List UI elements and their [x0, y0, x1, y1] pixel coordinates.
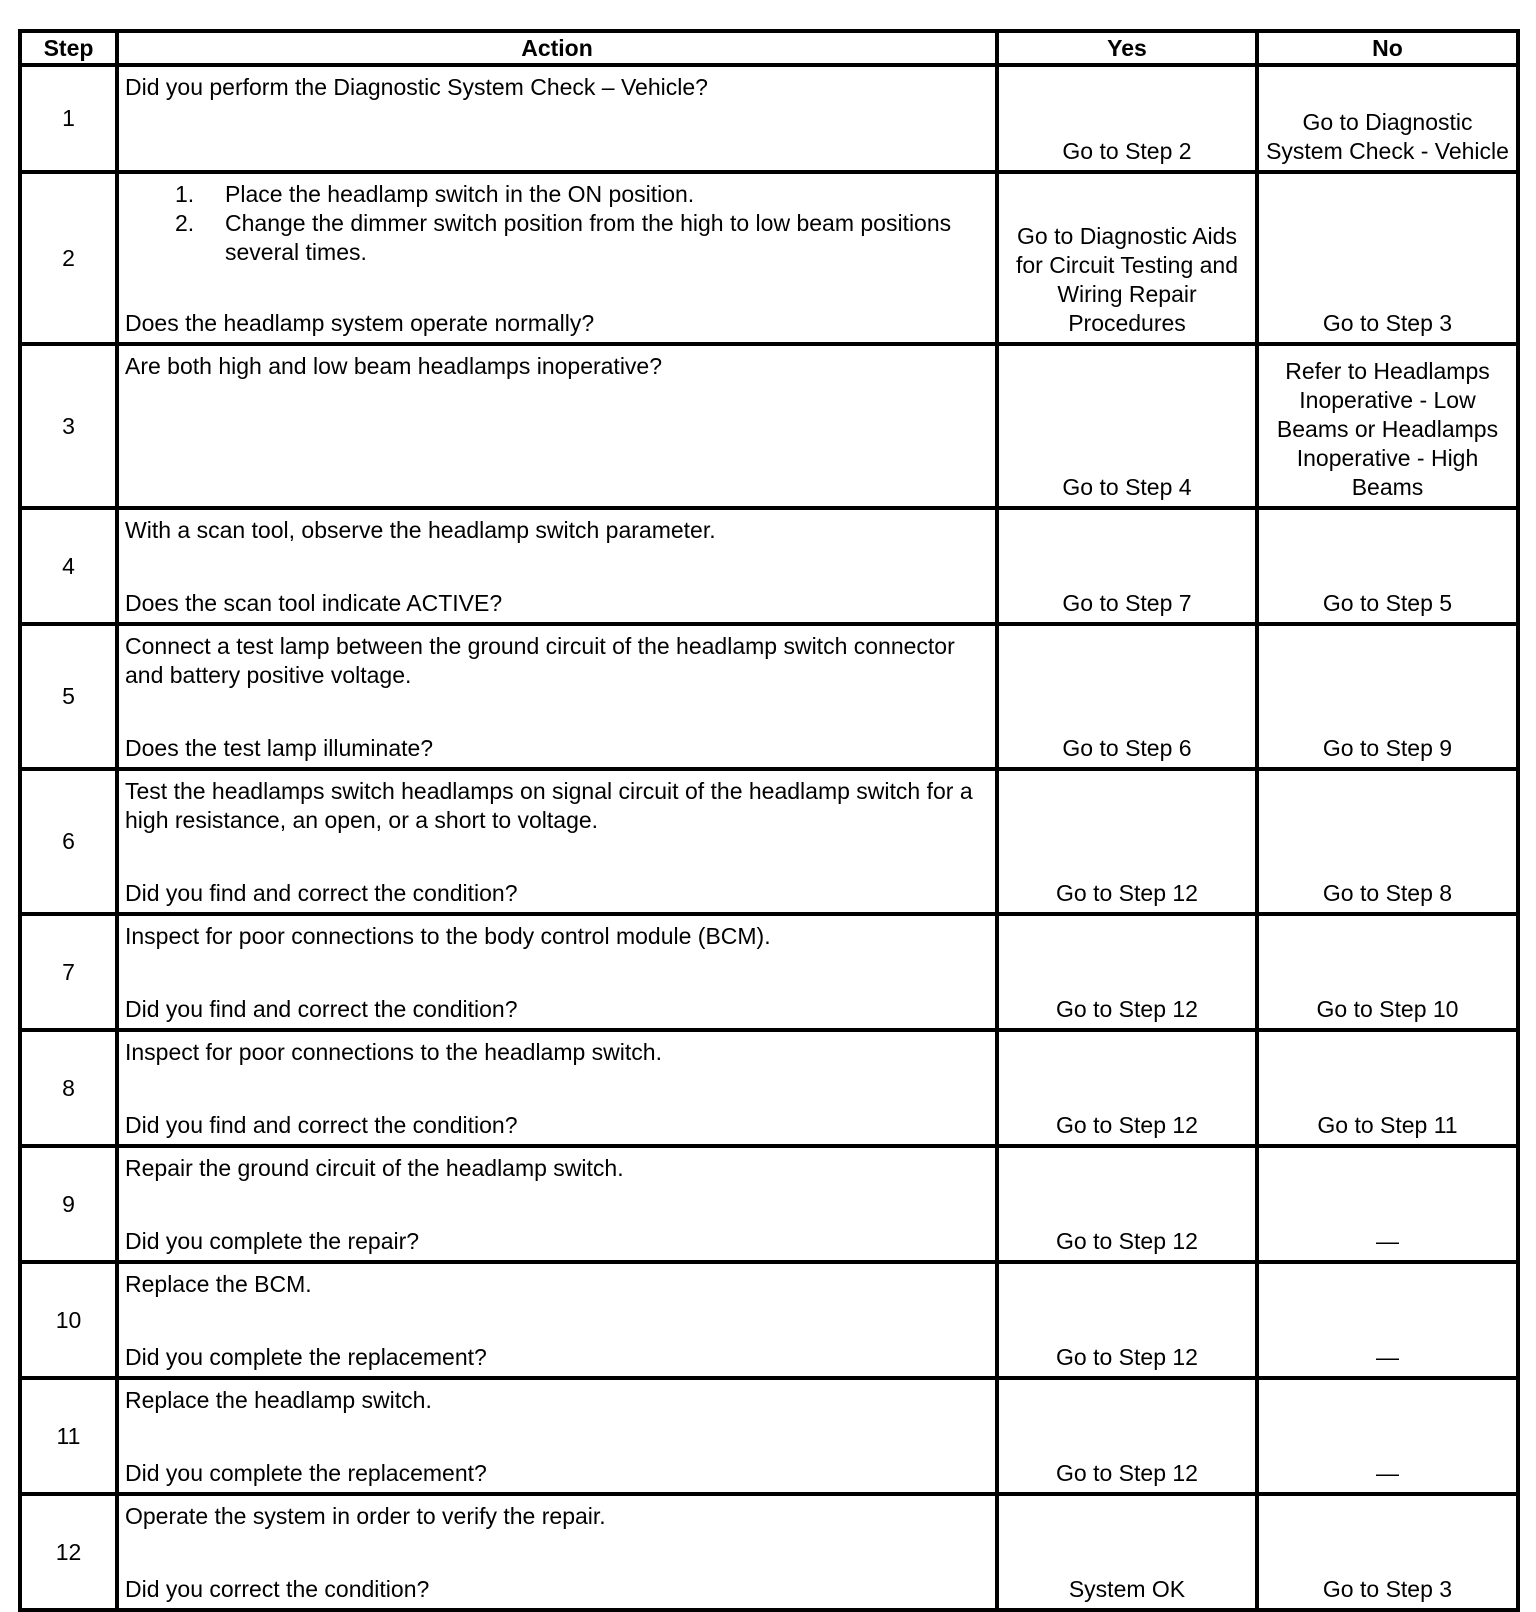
yes-cell: Go to Step 12 [997, 1030, 1257, 1146]
action-text: Operate the system in order to verify the repair. [125, 1503, 606, 1529]
action-text: Inspect for poor connections to the headlamp switch. [125, 1039, 662, 1065]
action-text: Replace the BCM. [125, 1271, 312, 1297]
no-cell: Go to Diagnostic System Check - Vehicle [1257, 65, 1518, 172]
step-number: 4 [20, 508, 117, 624]
action-text: Inspect for poor connections to the body control module (BCM). [125, 923, 771, 949]
action-cell [117, 914, 997, 1030]
action-text: Connect a test lamp between the ground circuit of the headlamp switch connector and battery positive voltage. [125, 633, 955, 688]
action-question: Does the test lamp illuminate? [125, 735, 434, 761]
header-action: Action [117, 31, 997, 65]
no-cell: Go to Step 5 [1257, 508, 1518, 624]
list-item-text: Change the dimmer switch position from the high to low beam positions several times. [225, 210, 952, 265]
action-question: Does the headlamp system operate normally? [125, 310, 595, 336]
action-cell [117, 1030, 997, 1146]
table-row [20, 1146, 1518, 1262]
action-question: Does the scan tool indicate ACTIVE? [125, 590, 503, 616]
action-cell [117, 172, 997, 344]
yes-cell: Go to Step 7 [997, 508, 1257, 624]
action-question: Did you find and correct the condition? [125, 880, 518, 906]
yes-cell: Go to Step 4 [997, 344, 1257, 508]
step-number: 3 [20, 344, 117, 508]
step-number: 10 [20, 1262, 117, 1378]
table-row [20, 172, 1518, 344]
table-row [20, 1262, 1518, 1378]
yes-cell: Go to Step 12 [997, 1262, 1257, 1378]
action-question: Did you complete the repair? [125, 1228, 420, 1254]
action-cell [117, 624, 997, 769]
table-row [20, 65, 1518, 172]
header-yes: Yes [997, 31, 1257, 65]
yes-cell: Go to Step 6 [997, 624, 1257, 769]
diagnostic-table [18, 29, 1520, 1612]
yes-cell: System OK [997, 1494, 1257, 1610]
step-number: 8 [20, 1030, 117, 1146]
no-cell: Go to Step 3 [1257, 1494, 1518, 1610]
step-number: 1 [20, 65, 117, 172]
no-cell: Go to Step 8 [1257, 769, 1518, 914]
no-cell: Refer to Headlamps Inoperative - Low Beams or Headlamps Inoperative - High Beams [1257, 344, 1518, 508]
no-cell: — [1257, 1262, 1518, 1378]
table-header-row [20, 31, 1518, 65]
action-text: Repair the ground circuit of the headlamp switch. [125, 1155, 624, 1181]
header-step: Step [20, 31, 117, 65]
action-cell [117, 344, 997, 508]
yes-cell: Go to Step 2 [997, 65, 1257, 172]
step-number: 2 [20, 172, 117, 344]
list-item [175, 180, 991, 209]
action-cell [117, 65, 997, 172]
action-cell [117, 1262, 997, 1378]
table-row [20, 624, 1518, 769]
table-row [20, 1030, 1518, 1146]
step-number: 11 [20, 1378, 117, 1494]
no-cell: — [1257, 1378, 1518, 1494]
action-list [125, 180, 991, 267]
yes-cell: Go to Step 12 [997, 1378, 1257, 1494]
table-row [20, 769, 1518, 914]
action-text: Test the headlamps switch headlamps on signal circuit of the headlamp switch for a high resistance, an open, or a short to voltage. [125, 778, 973, 833]
action-question: Did you correct the condition? [125, 1576, 430, 1602]
yes-cell: Go to Step 12 [997, 769, 1257, 914]
action-text: Are both high and low beam headlamps inoperative? [125, 353, 663, 379]
action-cell [117, 1146, 997, 1262]
table-row [20, 1494, 1518, 1610]
action-question: Did you find and correct the condition? [125, 1112, 518, 1138]
action-text: With a scan tool, observe the headlamp switch parameter. [125, 517, 716, 543]
action-cell [117, 1378, 997, 1494]
action-cell [117, 769, 997, 914]
table-row [20, 508, 1518, 624]
yes-cell: Go to Step 12 [997, 1146, 1257, 1262]
header-no: No [1257, 31, 1518, 65]
action-cell [117, 508, 997, 624]
list-item [175, 209, 991, 267]
step-number: 5 [20, 624, 117, 769]
action-question: Did you complete the replacement? [125, 1460, 487, 1486]
step-number: 9 [20, 1146, 117, 1262]
step-number: 7 [20, 914, 117, 1030]
action-text: Replace the headlamp switch. [125, 1387, 432, 1413]
action-cell [117, 1494, 997, 1610]
no-cell: Go to Step 11 [1257, 1030, 1518, 1146]
no-cell: — [1257, 1146, 1518, 1262]
list-item-number: 1. [175, 181, 195, 207]
action-question: Did you complete the replacement? [125, 1344, 487, 1370]
table-row [20, 1378, 1518, 1494]
list-item-number: 2. [175, 210, 195, 236]
table-row [20, 914, 1518, 1030]
list-item-text: Place the headlamp switch in the ON position. [225, 181, 695, 207]
yes-cell: Go to Diagnostic Aids for Circuit Testing and Wiring Repair Procedures [997, 172, 1257, 344]
step-number: 6 [20, 769, 117, 914]
no-cell: Go to Step 9 [1257, 624, 1518, 769]
no-cell: Go to Step 3 [1257, 172, 1518, 344]
action-question: Did you find and correct the condition? [125, 996, 518, 1022]
no-cell: Go to Step 10 [1257, 914, 1518, 1030]
step-number: 12 [20, 1494, 117, 1610]
yes-cell: Go to Step 12 [997, 914, 1257, 1030]
action-text: Did you perform the Diagnostic System Check – Vehicle? [125, 74, 708, 100]
table-row [20, 344, 1518, 508]
